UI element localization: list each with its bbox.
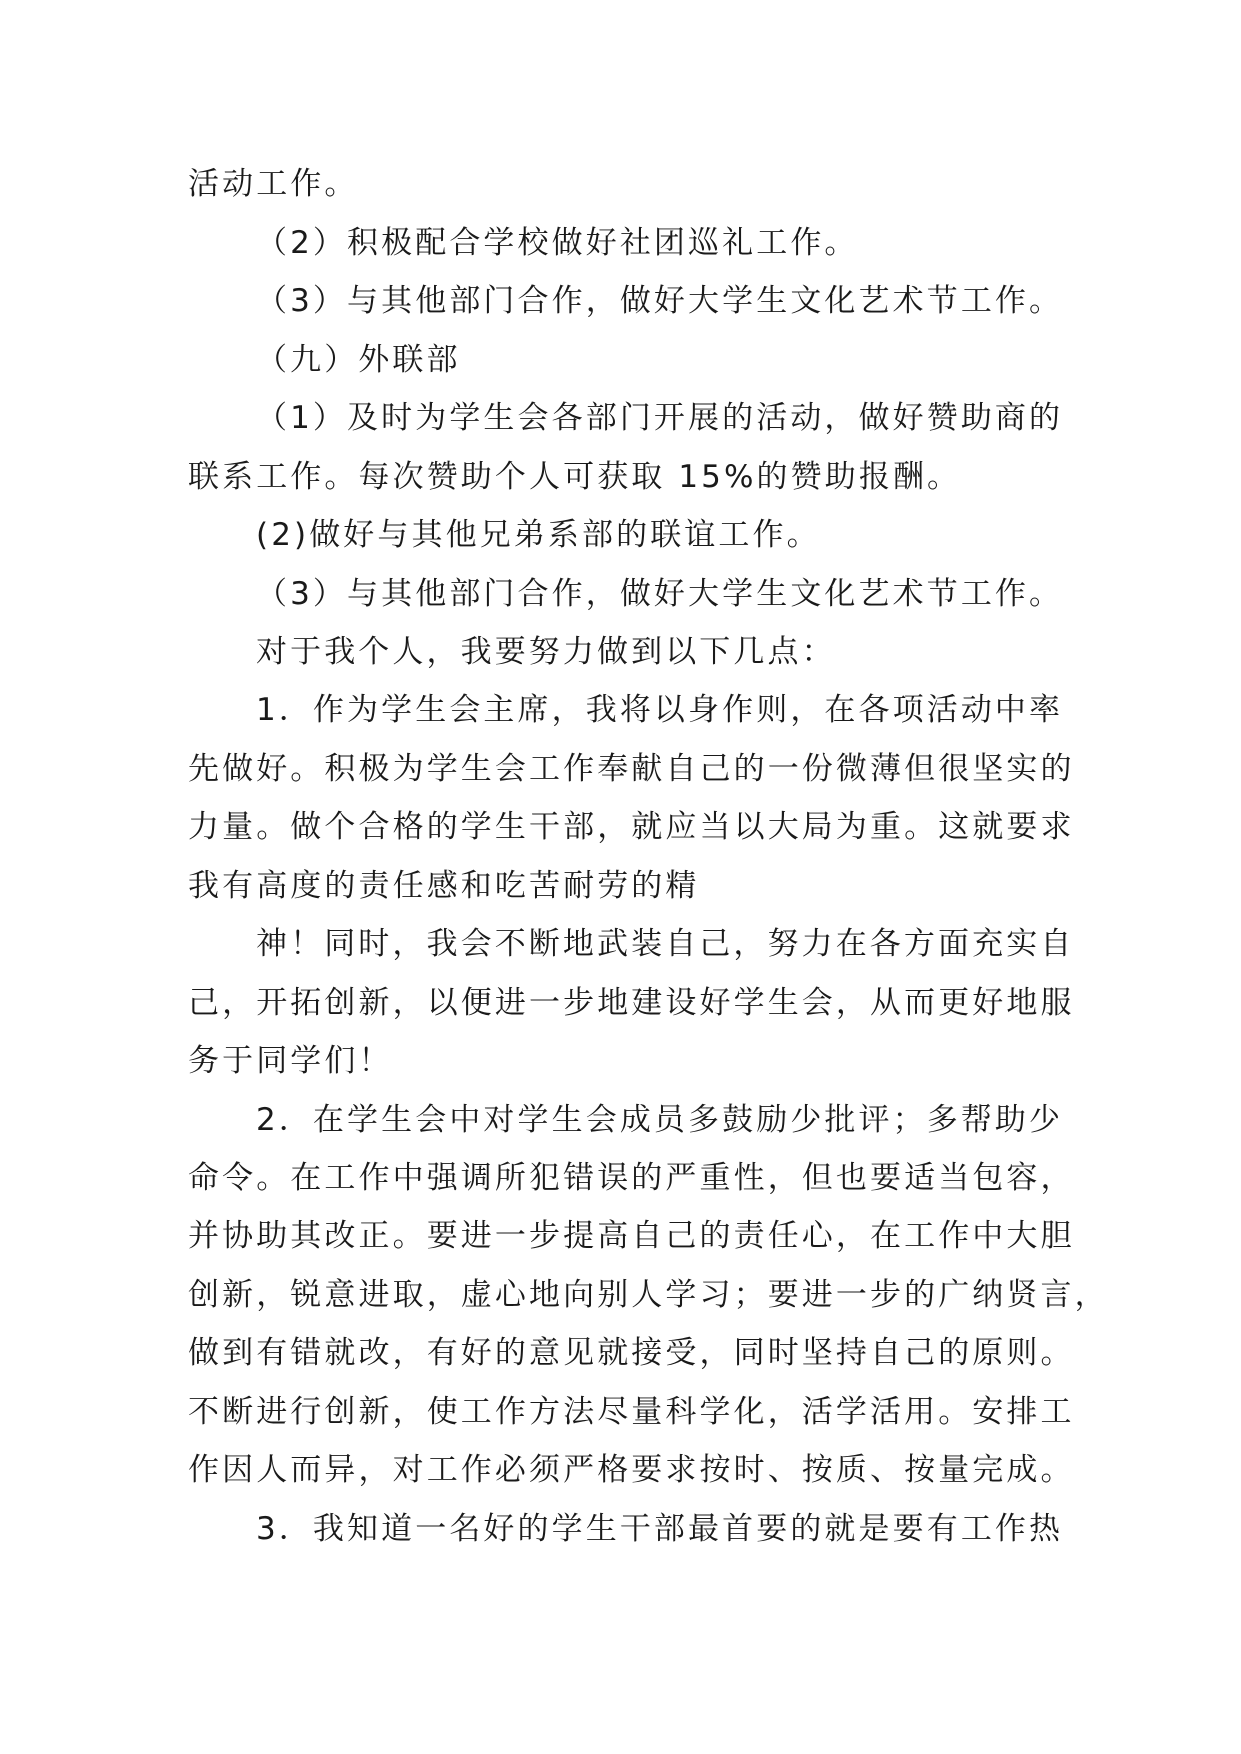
text-line: 并协助其改正。要进一步提高自己的责任心，在工作中大胆 xyxy=(188,1218,1075,1254)
text-line: （3）与其他部门合作，做好大学生文化艺术节工作。 xyxy=(256,576,1064,612)
text-line: 2．在学生会中对学生会成员多鼓励少批评；多帮助少 xyxy=(256,1102,1064,1138)
text-line: 活动工作。 xyxy=(188,166,359,202)
text-line: 我有高度的责任感和吃苦耐劳的精 xyxy=(188,868,700,904)
text-line: 不断进行创新，使工作方法尽量科学化，活学活用。安排工 xyxy=(188,1394,1075,1430)
text-line: （2）积极配合学校做好社团巡礼工作。 xyxy=(256,225,859,261)
text-line: 创新，锐意进取，虚心地向别人学习；要进一步的广纳贤言， xyxy=(188,1277,1109,1313)
text-line: 做到有错就改，有好的意见就接受，同时坚持自己的原则。 xyxy=(188,1335,1075,1371)
text-line: (2)做好与其他兄弟系部的联谊工作。 xyxy=(256,517,821,553)
text-line: 神！同时，我会不断地武装自己，努力在各方面充实自 xyxy=(256,926,1075,962)
text-line: 3．我知道一名好的学生干部最首要的就是要有工作热 xyxy=(256,1511,1064,1547)
text-line: 力量。做个合格的学生干部，就应当以大局为重。这就要求 xyxy=(188,809,1075,845)
text-line: 命令。在工作中强调所犯错误的严重性，但也要适当包容， xyxy=(188,1160,1075,1196)
text-line: （1）及时为学生会各部门开展的活动，做好赞助商的 xyxy=(256,400,1064,436)
text-line: 1．作为学生会主席，我将以身作则，在各项活动中率 xyxy=(256,692,1064,728)
text-line: 务于同学们！ xyxy=(188,1043,393,1079)
text-line: 联系工作。每次赞助个人可获取 15%的赞助报酬。 xyxy=(188,459,962,495)
text-line: 作因人而异，对工作必须严格要求按时、按质、按量完成。 xyxy=(188,1452,1075,1488)
text-line: （3）与其他部门合作，做好大学生文化艺术节工作。 xyxy=(256,283,1064,319)
text-line: 先做好。积极为学生会工作奉献自己的一份微薄但很坚实的 xyxy=(188,751,1075,787)
text-line: 对于我个人，我要努力做到以下几点： xyxy=(256,634,836,670)
section-heading: （九）外联部 xyxy=(256,342,461,378)
text-line: 己，开拓创新，以便进一步地建设好学生会，从而更好地服 xyxy=(188,985,1075,1021)
